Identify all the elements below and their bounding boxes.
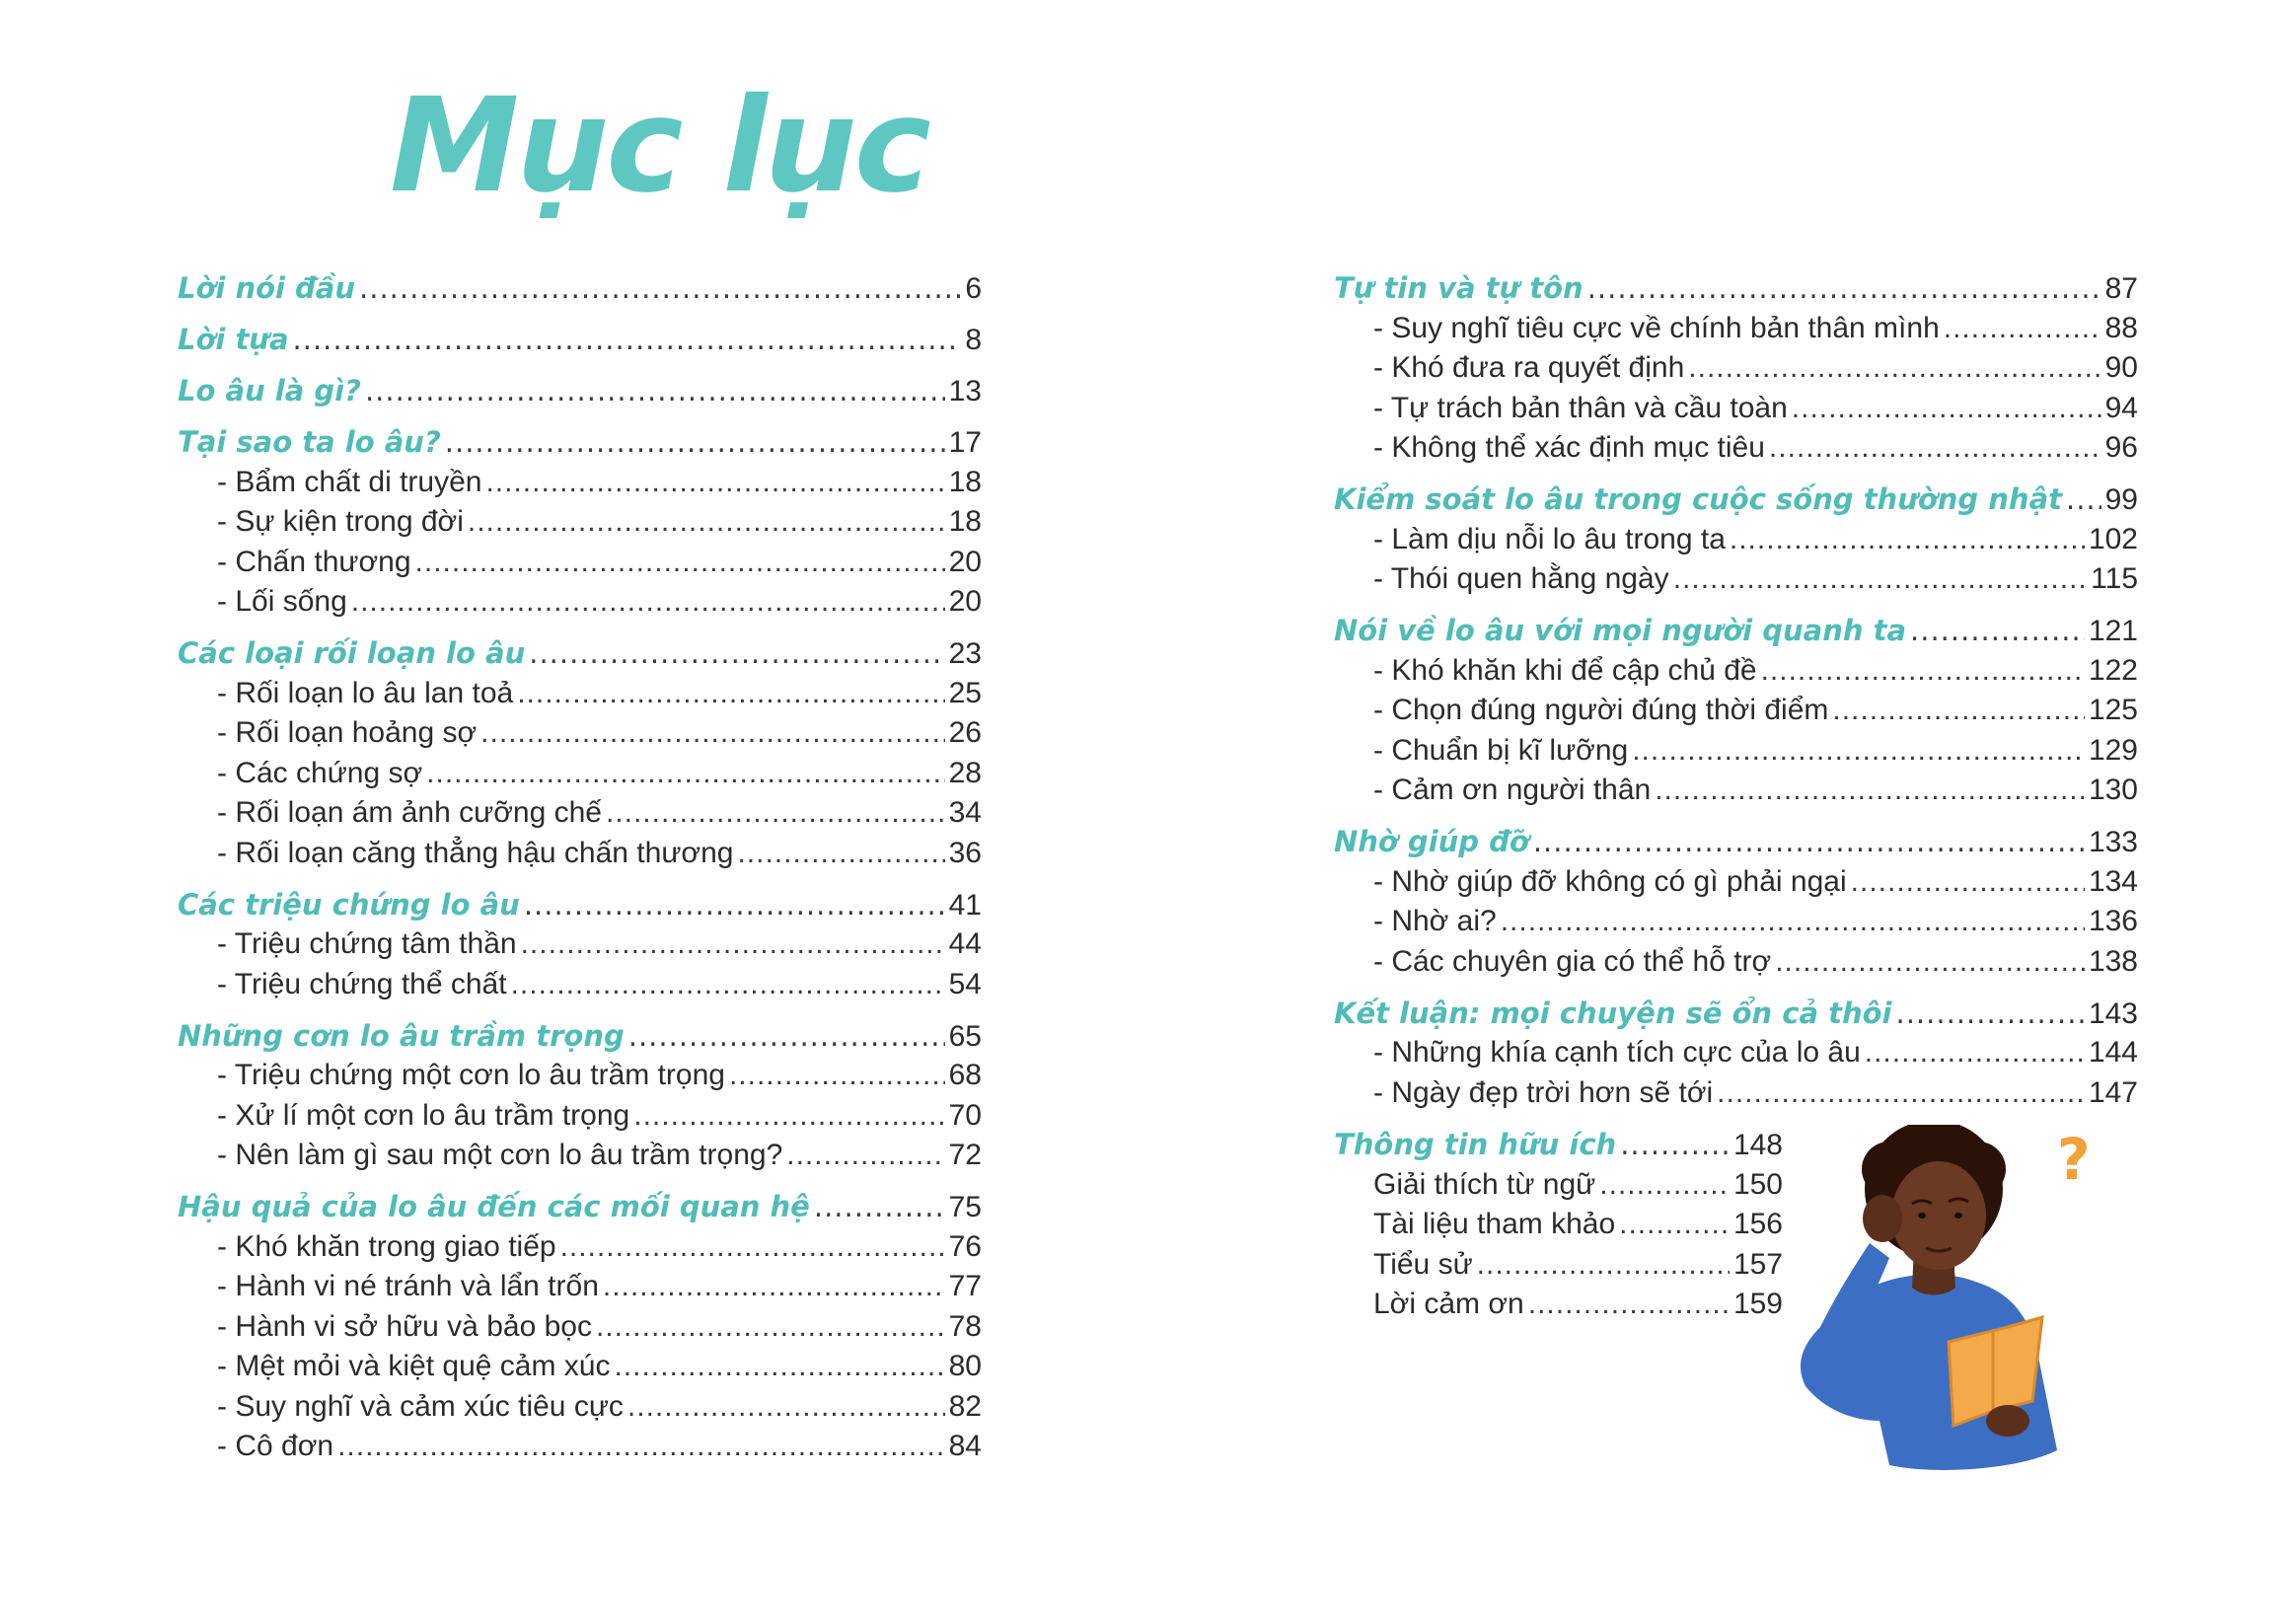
- toc-entry-title: - Cảm ơn người thân: [1373, 774, 1652, 806]
- eye: [1954, 1213, 1962, 1218]
- dot-leader: [1501, 902, 2085, 942]
- dot-leader: [627, 1387, 945, 1428]
- dot-leader: [468, 502, 945, 543]
- toc-chapter-noi-ve-lo-au-voi-moi-nguoi-quanh-ta[interactable]: [1334, 611, 2138, 651]
- toc-entry-trieu-chung-the-chat[interactable]: [178, 965, 982, 1005]
- hand-holding-book: [1986, 1405, 2029, 1437]
- toc-entry-title: - Triệu chứng một cơn lo âu trầm trọng: [217, 1059, 725, 1091]
- toc-entry-tieu-su[interactable]: [1334, 1245, 1783, 1286]
- dot-leader: [628, 1016, 945, 1057]
- toc-page-number: 82: [948, 1389, 982, 1423]
- dot-leader: [814, 1187, 945, 1227]
- toc-page-number: 88: [2104, 311, 2138, 344]
- toc-page-number: 143: [2088, 997, 2138, 1030]
- toc-page-number: 70: [948, 1098, 982, 1132]
- toc-page-number: 96: [2104, 431, 2138, 464]
- toc-entry-title: Kết luận: mọi chuyện sẽ ổn cả thôi: [1334, 996, 1892, 1030]
- toc-entry-title: - Chọn đúng người đúng thời điểm: [1373, 694, 1829, 726]
- toc-entry-title: Tài liệu tham khảo: [1373, 1208, 1616, 1240]
- toc-entry-title: - Nên làm gì sau một cơn lo âu trầm trọng?: [217, 1139, 783, 1171]
- toc-entry-title: - Tự trách bản thân và cầu toàn: [1373, 391, 1788, 424]
- toc-chapter-ket-luan-moi-chuyen-se-on-ca-thoi[interactable]: [1334, 994, 2138, 1034]
- dot-leader: [1851, 862, 2085, 903]
- dot-leader: [1533, 822, 2085, 862]
- toc-entry-title: Giải thích từ ngữ: [1373, 1167, 1596, 1201]
- toc-entry-trieu-chung-tam-than[interactable]: [178, 924, 982, 965]
- toc-page-number: 99: [2104, 483, 2138, 516]
- toc-entry-giai-thich-tu-ngu[interactable]: [1334, 1165, 1783, 1206]
- toc-chapter-nho-giup-do[interactable]: [1334, 822, 2138, 862]
- toc-entry-met-moi-va-kiet-que-cam-xuc[interactable]: [178, 1347, 982, 1387]
- dot-leader: [1792, 389, 2101, 429]
- dot-leader: [1910, 611, 2085, 651]
- dot-leader: [729, 1056, 945, 1096]
- toc-left-column: [178, 268, 982, 1467]
- toc-right-column: [1334, 268, 2138, 1113]
- toc-entry-title: Tại sao ta lo âu?: [178, 425, 441, 459]
- toc-entry-title: - Ngày đẹp trời hơn sẽ tới: [1373, 1075, 1714, 1109]
- dot-leader: [633, 1096, 944, 1137]
- dot-leader: [596, 1307, 945, 1348]
- toc-entry-cam-on-nguoi-than[interactable]: [1334, 771, 2138, 811]
- toc-entry-title: Lời nói đầu: [178, 271, 356, 305]
- toc-entry-kho-khan-khi-de-cap-chu-de[interactable]: [1334, 651, 2138, 692]
- dot-leader: [786, 1136, 944, 1176]
- toc-entry-khong-the-xac-dinh-muc-tieu[interactable]: [1334, 428, 2138, 469]
- toc-entry-title: - Suy nghĩ tiêu cực về chính bản thân mình: [1373, 311, 1940, 344]
- hand-at-head: [1863, 1195, 1902, 1242]
- toc-info-column: [1334, 1125, 1783, 1325]
- toc-page-number: 94: [2104, 391, 2138, 424]
- toc-entry-title: - Rối loạn hoảng sợ: [217, 716, 478, 749]
- toc-entry-tu-trach-ban-than-va-cau-toan[interactable]: [1334, 389, 2138, 429]
- dot-leader: [485, 463, 944, 503]
- toc-entry-bam-chat-di-truyen[interactable]: [178, 463, 982, 503]
- toc-chapter-cac-loai-roi-loan-lo-au[interactable]: [178, 633, 982, 674]
- toc-entry-nen-lam-gi-sau-mot-con-lo-au-tram-trong[interactable]: [178, 1136, 982, 1176]
- thinking-person-reading-icon: [1796, 1125, 2121, 1480]
- toc-page-number: 75: [948, 1191, 982, 1223]
- toc-entry-title: Tự tin và tự tôn: [1334, 271, 1584, 305]
- toc-entry-nho-giup-do-khong-co-gi-phai-ngai[interactable]: [1334, 862, 2138, 903]
- toc-entry-title: Những cơn lo âu trầm trọng: [178, 1018, 625, 1053]
- toc-page-number: 77: [948, 1270, 982, 1302]
- dot-leader: [445, 422, 945, 463]
- toc-page-number: 13: [948, 375, 982, 407]
- dot-leader: [337, 1427, 945, 1467]
- toc-entry-title: Lời cảm ơn: [1373, 1288, 1524, 1320]
- toc-chapter-lo-au-la-gi[interactable]: [178, 371, 982, 411]
- dot-leader: [1761, 651, 2085, 692]
- dot-leader: [529, 633, 944, 674]
- toc-page-number: 65: [948, 1019, 982, 1053]
- toc-entry-title: - Hành vi né tránh và lẩn trốn: [217, 1270, 599, 1302]
- toc-entry-title: - Rối loạn căng thẳng hậu chấn thương: [217, 836, 734, 869]
- toc-entry-title: - Khó đưa ra quyết định: [1373, 351, 1685, 384]
- toc-entry-title: - Lối sống: [217, 585, 347, 618]
- toc-page-number: 90: [2104, 351, 2138, 384]
- dot-leader: [1632, 731, 2085, 772]
- toc-page-number: 26: [948, 716, 982, 749]
- dot-leader: [1655, 771, 2085, 811]
- toc-page-number: 6: [965, 272, 982, 305]
- toc-page-number: 144: [2088, 1036, 2138, 1069]
- toc-chapter-loi-noi-dau[interactable]: [178, 268, 982, 309]
- toc-entry-title: - Suy nghĩ và cảm xúc tiêu cực: [217, 1389, 624, 1423]
- toc-entry-xu-li-mot-con-lo-au-tram-trong[interactable]: [178, 1096, 982, 1137]
- dot-leader: [359, 268, 961, 309]
- toc-page-number: 17: [948, 426, 982, 459]
- toc-entry-title: - Hành vi sở hữu và bảo bọc: [217, 1309, 592, 1343]
- toc-page-number: 28: [948, 756, 982, 789]
- toc-page-number: 125: [2088, 694, 2138, 726]
- toc-entry-title: - Khó khăn khi để cập chủ đề: [1373, 653, 1757, 687]
- toc-entry-thoi-quen-hang-ngay[interactable]: [1334, 559, 2138, 600]
- toc-entry-title: - Chấn thương: [217, 545, 411, 578]
- toc-page-number: 148: [1732, 1129, 1783, 1161]
- toc-chapter-nhung-con-lo-au-tram-trong[interactable]: [178, 1016, 982, 1057]
- toc-page-number: 122: [2088, 653, 2138, 687]
- toc-page-number: 18: [948, 465, 982, 498]
- toc-page-number: 80: [948, 1350, 982, 1382]
- toc-page-number: 157: [1732, 1247, 1783, 1281]
- dot-leader: [1865, 1033, 2085, 1073]
- toc-page-number: 20: [948, 585, 982, 618]
- toc-entry-hanh-vi-ne-tranh-va-lan-tron[interactable]: [178, 1267, 982, 1307]
- toc-entry-title: - Nhờ giúp đỡ không có gì phải ngại: [1373, 864, 1847, 898]
- toc-entry-title: - Khó khăn trong giao tiếp: [217, 1229, 556, 1263]
- toc-page-number: 23: [948, 637, 982, 670]
- toc-entry-title: Lời tựa: [178, 323, 289, 356]
- question-mark-icon: ?: [2057, 1126, 2091, 1193]
- toc-page-number: 121: [2088, 615, 2138, 647]
- toc-page-number: 156: [1732, 1208, 1783, 1240]
- dot-leader: [1599, 1165, 1730, 1206]
- dot-leader: [1769, 428, 2101, 469]
- toc-page-number: 8: [965, 324, 982, 356]
- toc-entry-title: - Sự kiện trong đời: [217, 505, 464, 538]
- dot-leader: [415, 543, 945, 583]
- toc-chapter-tai-sao-ta-lo-au[interactable]: [178, 422, 982, 463]
- toc-entry-title: Lo âu là gì?: [178, 374, 361, 407]
- toc-entry-title: Các loại rối loạn lo âu: [178, 636, 526, 670]
- toc-entry-title: Các triệu chứng lo âu: [178, 887, 520, 922]
- toc-page-number: 133: [2088, 826, 2138, 858]
- dot-leader: [1775, 942, 2085, 983]
- toc-entry-title: - Bẩm chất di truyền: [217, 465, 482, 498]
- dot-leader: [480, 713, 944, 754]
- dot-leader: [521, 924, 945, 965]
- face: [1891, 1161, 1986, 1270]
- toc-entry-loi-song[interactable]: [178, 582, 982, 623]
- toc-page-number: 87: [2104, 272, 2138, 305]
- toc-entry-roi-loan-lo-au-lan-toa[interactable]: [178, 674, 982, 714]
- toc-page-number: 115: [2091, 562, 2138, 595]
- toc-entry-roi-loan-am-anh-cuong-che[interactable]: [178, 793, 982, 834]
- toc-entry-title: - Rối loạn lo âu lan toả: [217, 676, 514, 709]
- toc-entry-chon-dung-nguoi-dung-thoi-diem[interactable]: [1334, 691, 2138, 731]
- toc-entry-co-don[interactable]: [178, 1427, 982, 1467]
- toc-entry-hanh-vi-so-huu-va-bao-boc[interactable]: [178, 1307, 982, 1348]
- toc-entry-su-kien-trong-doi[interactable]: [178, 502, 982, 543]
- dot-leader: [365, 371, 945, 411]
- toc-page-number: 44: [948, 927, 982, 960]
- dot-leader: [1528, 1285, 1730, 1325]
- toc-page-number: 72: [948, 1139, 982, 1171]
- toc-entry-ngay-dep-troi-hon-se-toi[interactable]: [1334, 1073, 2138, 1114]
- toc-page-number: 41: [948, 888, 982, 922]
- toc-entry-title: - Thói quen hằng ngày: [1373, 562, 1669, 595]
- toc-page-number: 54: [948, 967, 982, 1000]
- toc-page-number: 102: [2088, 522, 2138, 555]
- toc-entry-loi-cam-on[interactable]: [1334, 1285, 1783, 1325]
- toc-entry-title: - Không thể xác định mục tiêu: [1373, 431, 1765, 464]
- toc-entry-title: - Rối loạn ám ảnh cưỡng chế: [217, 796, 602, 829]
- toc-page-number: 84: [948, 1430, 982, 1462]
- toc-entry-title: - Xử lí một cơn lo âu trầm trọng: [217, 1098, 630, 1132]
- dot-leader: [1477, 1245, 1730, 1286]
- toc-page-number: 78: [948, 1309, 982, 1343]
- dot-leader: [603, 1267, 945, 1307]
- toc-entry-cac-chung-so[interactable]: [178, 754, 982, 794]
- toc-entry-title: - Các chứng sợ: [217, 756, 423, 789]
- toc-entry-title: - Triệu chứng thể chất: [217, 967, 507, 1000]
- page-title: Mục lục: [390, 70, 928, 222]
- dot-leader: [614, 1347, 944, 1387]
- toc-chapter-loi-tua[interactable]: [178, 320, 982, 360]
- toc-entry-cac-chuyen-gia-co-the-ho-tro[interactable]: [1334, 942, 2138, 983]
- toc-page-number: 136: [2088, 905, 2138, 937]
- toc-entry-title: Thông tin hữu ích: [1334, 1128, 1617, 1161]
- dot-leader: [1587, 268, 2101, 309]
- toc-chapter-cac-trieu-chung-lo-au[interactable]: [178, 885, 982, 925]
- dot-leader: [560, 1227, 945, 1268]
- dot-leader: [606, 793, 945, 834]
- toc-entry-title: - Những khía cạnh tích cực của lo âu: [1373, 1036, 1861, 1069]
- toc-chapter-thong-tin-huu-ich[interactable]: [1334, 1125, 1783, 1165]
- dot-leader: [1832, 691, 2085, 731]
- toc-entry-title: - Triệu chứng tâm thần: [217, 927, 517, 960]
- toc-page-number: 134: [2088, 864, 2138, 898]
- toc-page-number: 25: [948, 676, 982, 709]
- toc-page-number: 18: [948, 505, 982, 538]
- toc-chapter-kiem-soat-lo-au-trong-cuoc-song-thuong-nhat[interactable]: [1334, 480, 2138, 520]
- toc-entry-title: - Mệt mỏi và kiệt quệ cảm xúc: [217, 1350, 611, 1382]
- toc-entry-title: Tiểu sử: [1373, 1247, 1473, 1281]
- toc-entry-title: - Chuẩn bị kĩ lưỡng: [1373, 733, 1629, 767]
- dot-leader: [737, 834, 944, 874]
- toc-entry-roi-loan-cang-thang-hau-chan-thuong[interactable]: [178, 834, 982, 874]
- toc-entry-suy-nghi-va-cam-xuc-tieu-cuc[interactable]: [178, 1387, 982, 1428]
- toc-page-number: 34: [948, 796, 982, 829]
- toc-entry-kho-dua-ra-quyet-dinh[interactable]: [1334, 348, 2138, 389]
- toc-entry-title: - Làm dịu nỗi lo âu trong ta: [1373, 522, 1726, 555]
- toc-entry-title: - Cô đơn: [217, 1430, 334, 1462]
- toc-page-number: 130: [2088, 774, 2138, 806]
- toc-entry-title: - Các chuyên gia có thể hỗ trợ: [1373, 944, 1772, 978]
- toc-entry-roi-loan-hoang-so[interactable]: [178, 713, 982, 754]
- toc-entry-title: Hậu quả của lo âu đến các mối quan hệ: [178, 1190, 810, 1223]
- toc-entry-suy-nghi-tieu-cuc-ve-chinh-ban-than-minh[interactable]: [1334, 309, 2138, 349]
- toc-entry-title: Nhờ giúp đỡ: [1334, 825, 1529, 858]
- toc-entry-title: Nói về lo âu với mọi người quanh ta: [1334, 614, 1907, 647]
- dot-leader: [351, 582, 945, 623]
- toc-entry-chan-thuong[interactable]: [178, 543, 982, 583]
- toc-page-number: 138: [2088, 944, 2138, 978]
- toc-page-number: 159: [1732, 1288, 1783, 1320]
- dot-leader: [1717, 1073, 2085, 1114]
- toc-entry-chuan-bi-ki-luong[interactable]: [1334, 731, 2138, 772]
- toc-page-number: 20: [948, 545, 982, 578]
- toc-entry-tai-lieu-tham-khao[interactable]: [1334, 1205, 1783, 1245]
- toc-page-number: 76: [948, 1229, 982, 1263]
- toc-entry-title: - Nhờ ai?: [1373, 905, 1497, 937]
- toc-entry-nho-ai[interactable]: [1334, 902, 2138, 942]
- toc-page-number: 129: [2088, 733, 2138, 767]
- toc-entry-lam-diu-noi-lo-au-trong-ta[interactable]: [1334, 520, 2138, 560]
- dot-leader: [1730, 520, 2085, 560]
- eye: [1918, 1213, 1926, 1218]
- dot-leader: [517, 674, 944, 714]
- toc-page-number: 68: [948, 1059, 982, 1091]
- toc-entry-kho-khan-trong-giao-tiep[interactable]: [178, 1227, 982, 1268]
- dot-leader: [1673, 559, 2087, 600]
- dot-leader: [1688, 348, 2100, 389]
- toc-entry-nhung-khia-canh-tich-cuc-cua-lo-au[interactable]: [1334, 1033, 2138, 1073]
- toc-entry-title: Kiểm soát lo âu trong cuộc sống thường nhật: [1334, 482, 2062, 516]
- dot-leader: [524, 885, 945, 925]
- toc-chapter-tu-tin-va-tu-ton[interactable]: [1334, 268, 2138, 309]
- dot-leader: [2066, 480, 2101, 520]
- toc-page-number: 147: [2088, 1075, 2138, 1109]
- dot-leader: [1619, 1205, 1730, 1245]
- dot-leader: [511, 965, 945, 1005]
- dot-leader: [1620, 1125, 1730, 1165]
- dot-leader: [293, 320, 962, 360]
- dot-leader: [1944, 309, 2101, 349]
- toc-page-number: 36: [948, 836, 982, 869]
- dot-leader: [1896, 994, 2085, 1034]
- toc-chapter-hau-qua-cua-lo-au-den-cac-moi-quan-he[interactable]: [178, 1187, 982, 1227]
- toc-page-number: 150: [1732, 1167, 1783, 1201]
- dot-leader: [426, 754, 944, 794]
- toc-entry-trieu-chung-mot-con-lo-au-tram-trong[interactable]: [178, 1056, 982, 1096]
